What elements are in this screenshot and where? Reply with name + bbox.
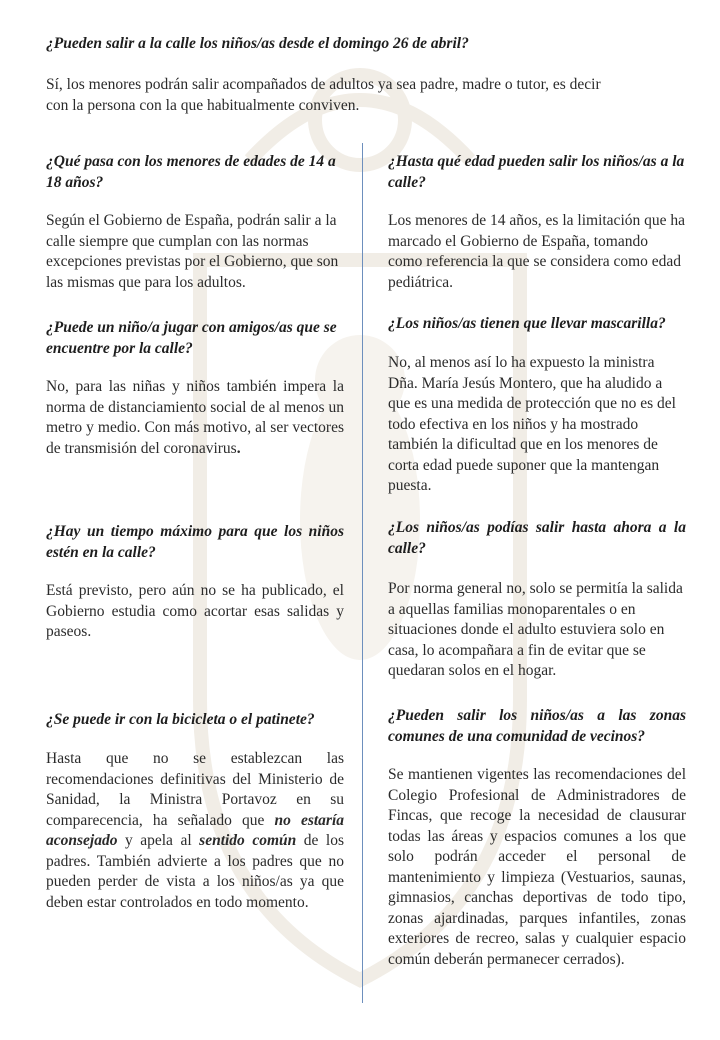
right-question-4: ¿Pueden salir los niños/as a las zonas comunes de una comunidad de vecinos? (388, 707, 686, 745)
right-question-3: ¿Los niños/as podías salir hasta ahora a la calle? (388, 519, 686, 557)
intro-answer-line2: con la persona con la que habitualmente conviven. (46, 96, 360, 114)
left-answer-4-emphasis-2: sentido común (199, 832, 297, 849)
left-answer-4 (46, 749, 344, 913)
right-answer-1: Los menores de 14 años, es la limitación que ha marcado el Gobierno de España, tomando como referencia la que se considera como edad pediátrica. (388, 212, 686, 291)
right-question-2: ¿Los niños/as tienen que llevar mascarilla? (388, 315, 666, 332)
intro-answer-line1: Sí, los menores podrán salir acompañados de adultos ya sea padre, madre o tutor, es decir (46, 76, 601, 93)
left-answer-2-end: . (236, 439, 241, 457)
left-question-2: ¿Puede un niño/a jugar con amigos/as que se encuentre por la calle? (46, 319, 337, 357)
left-answer-4-part2: y apela al (117, 832, 200, 849)
left-answer-4-emphasis-1: no estaría aconsejado (46, 811, 344, 849)
right-answer-4: Se mantienen vigentes las recomendaciones del Colegio Profesional de Administradores de Fincas, que recoge la necesidad de clausurar todas las áreas y espacios comunes a los que solo podrán acceder el personal de mantenimiento y limpieza (Vestuarios, saunas, gimnasios, canchas deportivas de todo tipo, zonas ajardinadas, parques infantiles, zonas exteriores de recreo, salas y cualquier espacio común deberán permanecer cerrados). (388, 766, 686, 968)
right-answer-2: No, al menos así lo ha expuesto la ministra Dña. María Jesús Montero, que ha aludido a que es una medida de protección que no es del todo efectiva en los niños y ha mostrado también la dificultad que en los menores de corta edad puede suponer que la mantengan puesta. (388, 354, 676, 494)
left-answer-2-text: No, para las niñas y niños también impera la norma de distanciamiento social de al menos un metro y medio. Con más motivo, al ser vectores de transmisión del coronavirus (46, 378, 344, 457)
column-divider (362, 143, 363, 1003)
intro-question: ¿Pueden salir a la calle los niños/as desde el domingo 26 de abril? (46, 35, 469, 52)
left-question-3: ¿Hay un tiempo máximo para que los niños estén en la calle? (46, 523, 344, 561)
right-answer-3: Por norma general no, solo se permitía la salida a aquellas familias monoparentales o en situaciones donde el adulto estuviera solo en casa, lo acompañara a fin de evitar que se quedaran solos en el hogar. (388, 580, 683, 679)
left-answer-3: Está previsto, pero aún no se ha publicado, el Gobierno estudia como acortar esas salidas y paseos. (46, 582, 344, 640)
left-answer-4-part3: de los padres. También advierte a los padres que no pueden perder de vista a los niños/as ya que deben estar controlados en todo momento. (46, 832, 344, 911)
left-answer-4-part1: Hasta que no se establezcan las recomendaciones definitivas del Ministerio de Sanidad, la Ministra Portavoz en su comparecencia, ha señalado que (46, 750, 344, 829)
left-answer-1: Según el Gobierno de España, podrán salir a la calle siempre que cumplan con las normas excepciones previstas por el Gobierno, que son las mismas que para los adultos. (46, 212, 339, 291)
right-question-1: ¿Hasta qué edad pueden salir los niños/as a la calle? (388, 153, 685, 191)
left-question-1: ¿Qué pasa con los menores de edades de 14 a 18 años? (46, 153, 336, 191)
left-answer-2 (46, 377, 344, 459)
intro-answer (46, 75, 686, 116)
left-question-4: ¿Se puede ir con la bicicleta o el patinete? (46, 711, 315, 728)
